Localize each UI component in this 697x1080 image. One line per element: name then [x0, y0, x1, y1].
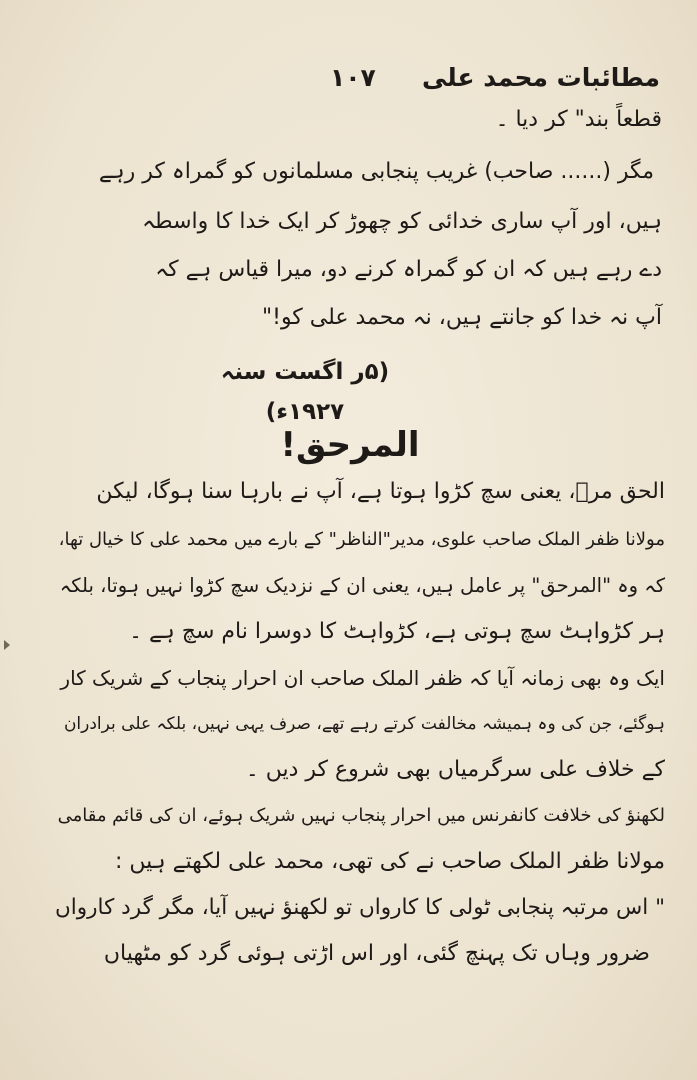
text-line: آپ نہ خدا کو جانتے ہیں، نہ محمد علی کو!"	[262, 305, 662, 330]
text-line: مولانا ظفر الملک صاحب علوی، مدیر"الناظر" کے بارے میں محمد علی کا خیال تھا،	[58, 529, 665, 550]
section-heading: المرحق!	[280, 425, 420, 465]
text-line: لکھنؤ کی خلافت کانفرنس میں احرار پنجاب نہیں شریک ہوئے، ان کی قائم مقامی	[57, 805, 665, 826]
page-header	[250, 58, 660, 98]
text-line: ہر کڑواہٹ سچ ہوتی ہے، کڑواہٹ کا دوسرا نام سچ ہے ۔	[129, 619, 665, 644]
text-line: ہوگئے، جن کی وہ ہمیشہ مخالفت کرتے رہے تھے، صرف یہی نہیں، بلکہ علی برادران	[63, 714, 665, 734]
text-line: دے رہے ہیں کہ ان کو گمراہ کرنے دو، میرا قیاس ہے کہ	[155, 257, 662, 282]
letter-date: (۵ر اگست سنہ ۱۹۲۷ء)	[220, 359, 390, 425]
text-line: ایک وہ بھی زمانہ آیا کہ ظفر الملک صاحب ان احرار پنجاب کے شریک کار	[60, 666, 665, 690]
text-line: کہ وہ "المرحق" پر عامل ہیں، یعنی ان کے نزدیک سچ کڑوا نہیں ہوتا، بلکہ	[59, 574, 665, 597]
text-line: الحق مرؐ، یعنی سچ کڑوا ہوتا ہے، آپ نے بارہا سنا ہوگا، لیکن	[96, 479, 665, 504]
text-line: مگر (...... صاحب) غریب پنجابی مسلمانوں کو گمراہ کر رہے	[98, 159, 654, 184]
section-2-text	[55, 472, 665, 992]
running-title: مطائبات محمد علی	[421, 63, 660, 92]
text-line: قطعاً بند" کر دیا ۔	[495, 107, 662, 132]
text-line: کے خلاف علی سرگرمیاں بھی شروع کر دیں ۔	[245, 757, 665, 782]
section-1-text	[80, 100, 662, 340]
page-number: ۱۰۷	[330, 63, 376, 92]
margin-arrow-mark	[4, 640, 10, 650]
text-line: ہیں، اور آپ ساری خدائی کو چھوڑ کر ایک خدا کا واسطہ	[142, 209, 662, 234]
text-line: ضرور وہاں تک پہنچ گئی، اور اس اڑتی ہوئی گرد کو مٹھیاں	[103, 941, 650, 966]
text-line: " اس مرتبہ پنجابی ٹولی کا کارواں تو لکھنؤ نہیں آیا، مگر گرد کارواں	[54, 895, 665, 920]
text-line: مولانا ظفر الملک صاحب نے کی تھی، محمد علی لکھتے ہیں :	[114, 849, 665, 874]
